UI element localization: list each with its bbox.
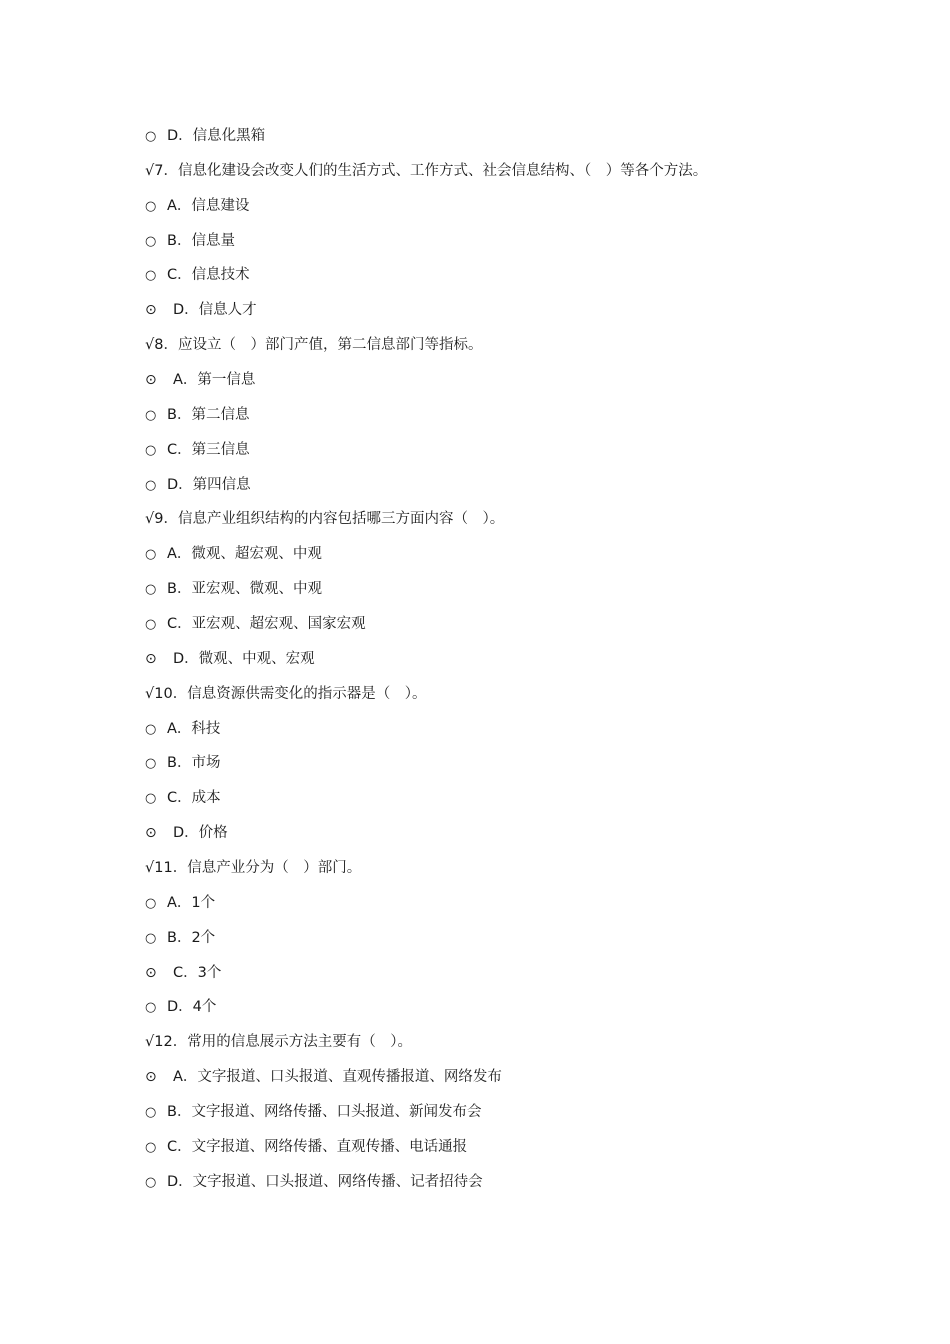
option-label: A．第一信息 bbox=[173, 372, 256, 389]
question-text bbox=[145, 851, 845, 886]
option-label: C．成本 bbox=[167, 790, 221, 807]
question-label: √8．应设立（ ）部门产值，第二信息部门等指标。 bbox=[145, 337, 483, 354]
radio-empty-icon[interactable]: ○ bbox=[145, 268, 157, 284]
radio-selected-icon[interactable]: ⊙ bbox=[145, 1069, 157, 1086]
option-label: B．亚宏观、微观、中观 bbox=[167, 581, 322, 598]
question-label: √9．信息产业组织结构的内容包括哪三方面内容（ ）。 bbox=[145, 511, 505, 528]
option-label: D．文字报道、口头报道、网络传播、记者招待会 bbox=[167, 1173, 483, 1190]
radio-empty-icon[interactable]: ○ bbox=[145, 582, 157, 598]
answer-option[interactable] bbox=[145, 189, 845, 224]
answer-option[interactable] bbox=[145, 293, 845, 328]
option-label: A．文字报道、口头报道、直观传播报道、网络发布 bbox=[173, 1069, 502, 1086]
question-text bbox=[145, 502, 845, 537]
question-text bbox=[145, 154, 845, 189]
answer-option[interactable] bbox=[145, 886, 845, 921]
answer-option[interactable] bbox=[145, 1130, 845, 1165]
option-label: B．信息量 bbox=[167, 232, 235, 249]
option-label: B．2个 bbox=[167, 929, 216, 946]
option-label: B．文字报道、网络传播、口头报道、新闻发布会 bbox=[167, 1104, 482, 1121]
radio-empty-icon[interactable]: ○ bbox=[145, 756, 157, 772]
radio-empty-icon[interactable]: ○ bbox=[145, 198, 157, 214]
radio-empty-icon[interactable]: ○ bbox=[145, 233, 157, 249]
radio-selected-icon[interactable]: ⊙ bbox=[145, 825, 157, 842]
radio-empty-icon[interactable]: ○ bbox=[145, 791, 157, 807]
radio-selected-icon[interactable]: ⊙ bbox=[145, 650, 157, 667]
question-label: √11．信息产业分为（ ）部门。 bbox=[145, 860, 362, 877]
option-label: A．1个 bbox=[167, 894, 216, 911]
radio-empty-icon[interactable]: ○ bbox=[145, 1105, 157, 1121]
option-label: D．信息化黑箱 bbox=[167, 128, 266, 144]
answer-option[interactable] bbox=[145, 258, 845, 293]
question-label: √12．常用的信息展示方法主要有（ ）。 bbox=[145, 1034, 412, 1051]
answer-option[interactable] bbox=[145, 1095, 845, 1130]
radio-selected-icon[interactable]: ⊙ bbox=[145, 372, 157, 389]
radio-empty-icon[interactable]: ○ bbox=[145, 1139, 157, 1155]
radio-empty-icon[interactable]: ○ bbox=[145, 129, 157, 144]
answer-option[interactable] bbox=[145, 119, 845, 154]
radio-empty-icon[interactable]: ○ bbox=[145, 930, 157, 946]
answer-option[interactable] bbox=[145, 746, 845, 781]
answer-option[interactable] bbox=[145, 816, 845, 851]
quiz-content bbox=[145, 119, 845, 1200]
answer-option[interactable] bbox=[145, 572, 845, 607]
option-label: D．微观、中观、宏观 bbox=[173, 650, 315, 667]
option-label: D．4个 bbox=[167, 999, 217, 1016]
answer-option[interactable] bbox=[145, 433, 845, 468]
option-label: B．市场 bbox=[167, 755, 221, 772]
answer-option[interactable] bbox=[145, 642, 845, 677]
answer-option[interactable] bbox=[145, 398, 845, 433]
radio-empty-icon[interactable]: ○ bbox=[145, 477, 157, 493]
radio-empty-icon[interactable]: ○ bbox=[145, 617, 157, 633]
answer-option[interactable] bbox=[145, 781, 845, 816]
question-label: √7．信息化建设会改变人们的生活方式、工作方式、社会信息结构、（ ）等各个方法。 bbox=[145, 162, 708, 179]
option-label: C．文字报道、网络传播、直观传播、电话通报 bbox=[167, 1138, 468, 1155]
option-label: A．信息建设 bbox=[167, 197, 250, 214]
option-label: D．价格 bbox=[173, 825, 228, 842]
question-text bbox=[145, 1025, 845, 1060]
option-label: C．3个 bbox=[173, 964, 222, 981]
answer-option[interactable] bbox=[145, 224, 845, 259]
answer-option[interactable] bbox=[145, 712, 845, 747]
answer-option[interactable] bbox=[145, 921, 845, 956]
option-label: D．第四信息 bbox=[167, 476, 251, 493]
radio-selected-icon[interactable]: ⊙ bbox=[145, 964, 157, 981]
answer-option[interactable] bbox=[145, 956, 845, 991]
answer-option[interactable] bbox=[145, 537, 845, 572]
answer-option[interactable] bbox=[145, 1165, 845, 1200]
radio-empty-icon[interactable]: ○ bbox=[145, 442, 157, 458]
radio-empty-icon[interactable]: ○ bbox=[145, 895, 157, 911]
radio-empty-icon[interactable]: ○ bbox=[145, 1000, 157, 1016]
radio-empty-icon[interactable]: ○ bbox=[145, 721, 157, 737]
option-label: A．科技 bbox=[167, 720, 221, 737]
radio-selected-icon[interactable]: ⊙ bbox=[145, 302, 157, 319]
option-label: A．微观、超宏观、中观 bbox=[167, 546, 322, 563]
radio-empty-icon[interactable]: ○ bbox=[145, 1174, 157, 1190]
option-label: C．信息技术 bbox=[167, 267, 250, 284]
answer-option[interactable] bbox=[145, 468, 845, 503]
radio-empty-icon[interactable]: ○ bbox=[145, 407, 157, 423]
question-label: √10．信息资源供需变化的指示器是（ ）。 bbox=[145, 685, 427, 702]
answer-option[interactable] bbox=[145, 363, 845, 398]
answer-option[interactable] bbox=[145, 990, 845, 1025]
option-label: D．信息人才 bbox=[173, 302, 257, 319]
option-label: B．第二信息 bbox=[167, 406, 250, 423]
question-text bbox=[145, 328, 845, 363]
answer-option[interactable] bbox=[145, 1060, 845, 1095]
answer-option[interactable] bbox=[145, 607, 845, 642]
option-label: C．亚宏观、超宏观、国家宏观 bbox=[167, 616, 366, 633]
option-label: C．第三信息 bbox=[167, 441, 250, 458]
question-text bbox=[145, 677, 845, 712]
radio-empty-icon[interactable]: ○ bbox=[145, 547, 157, 563]
